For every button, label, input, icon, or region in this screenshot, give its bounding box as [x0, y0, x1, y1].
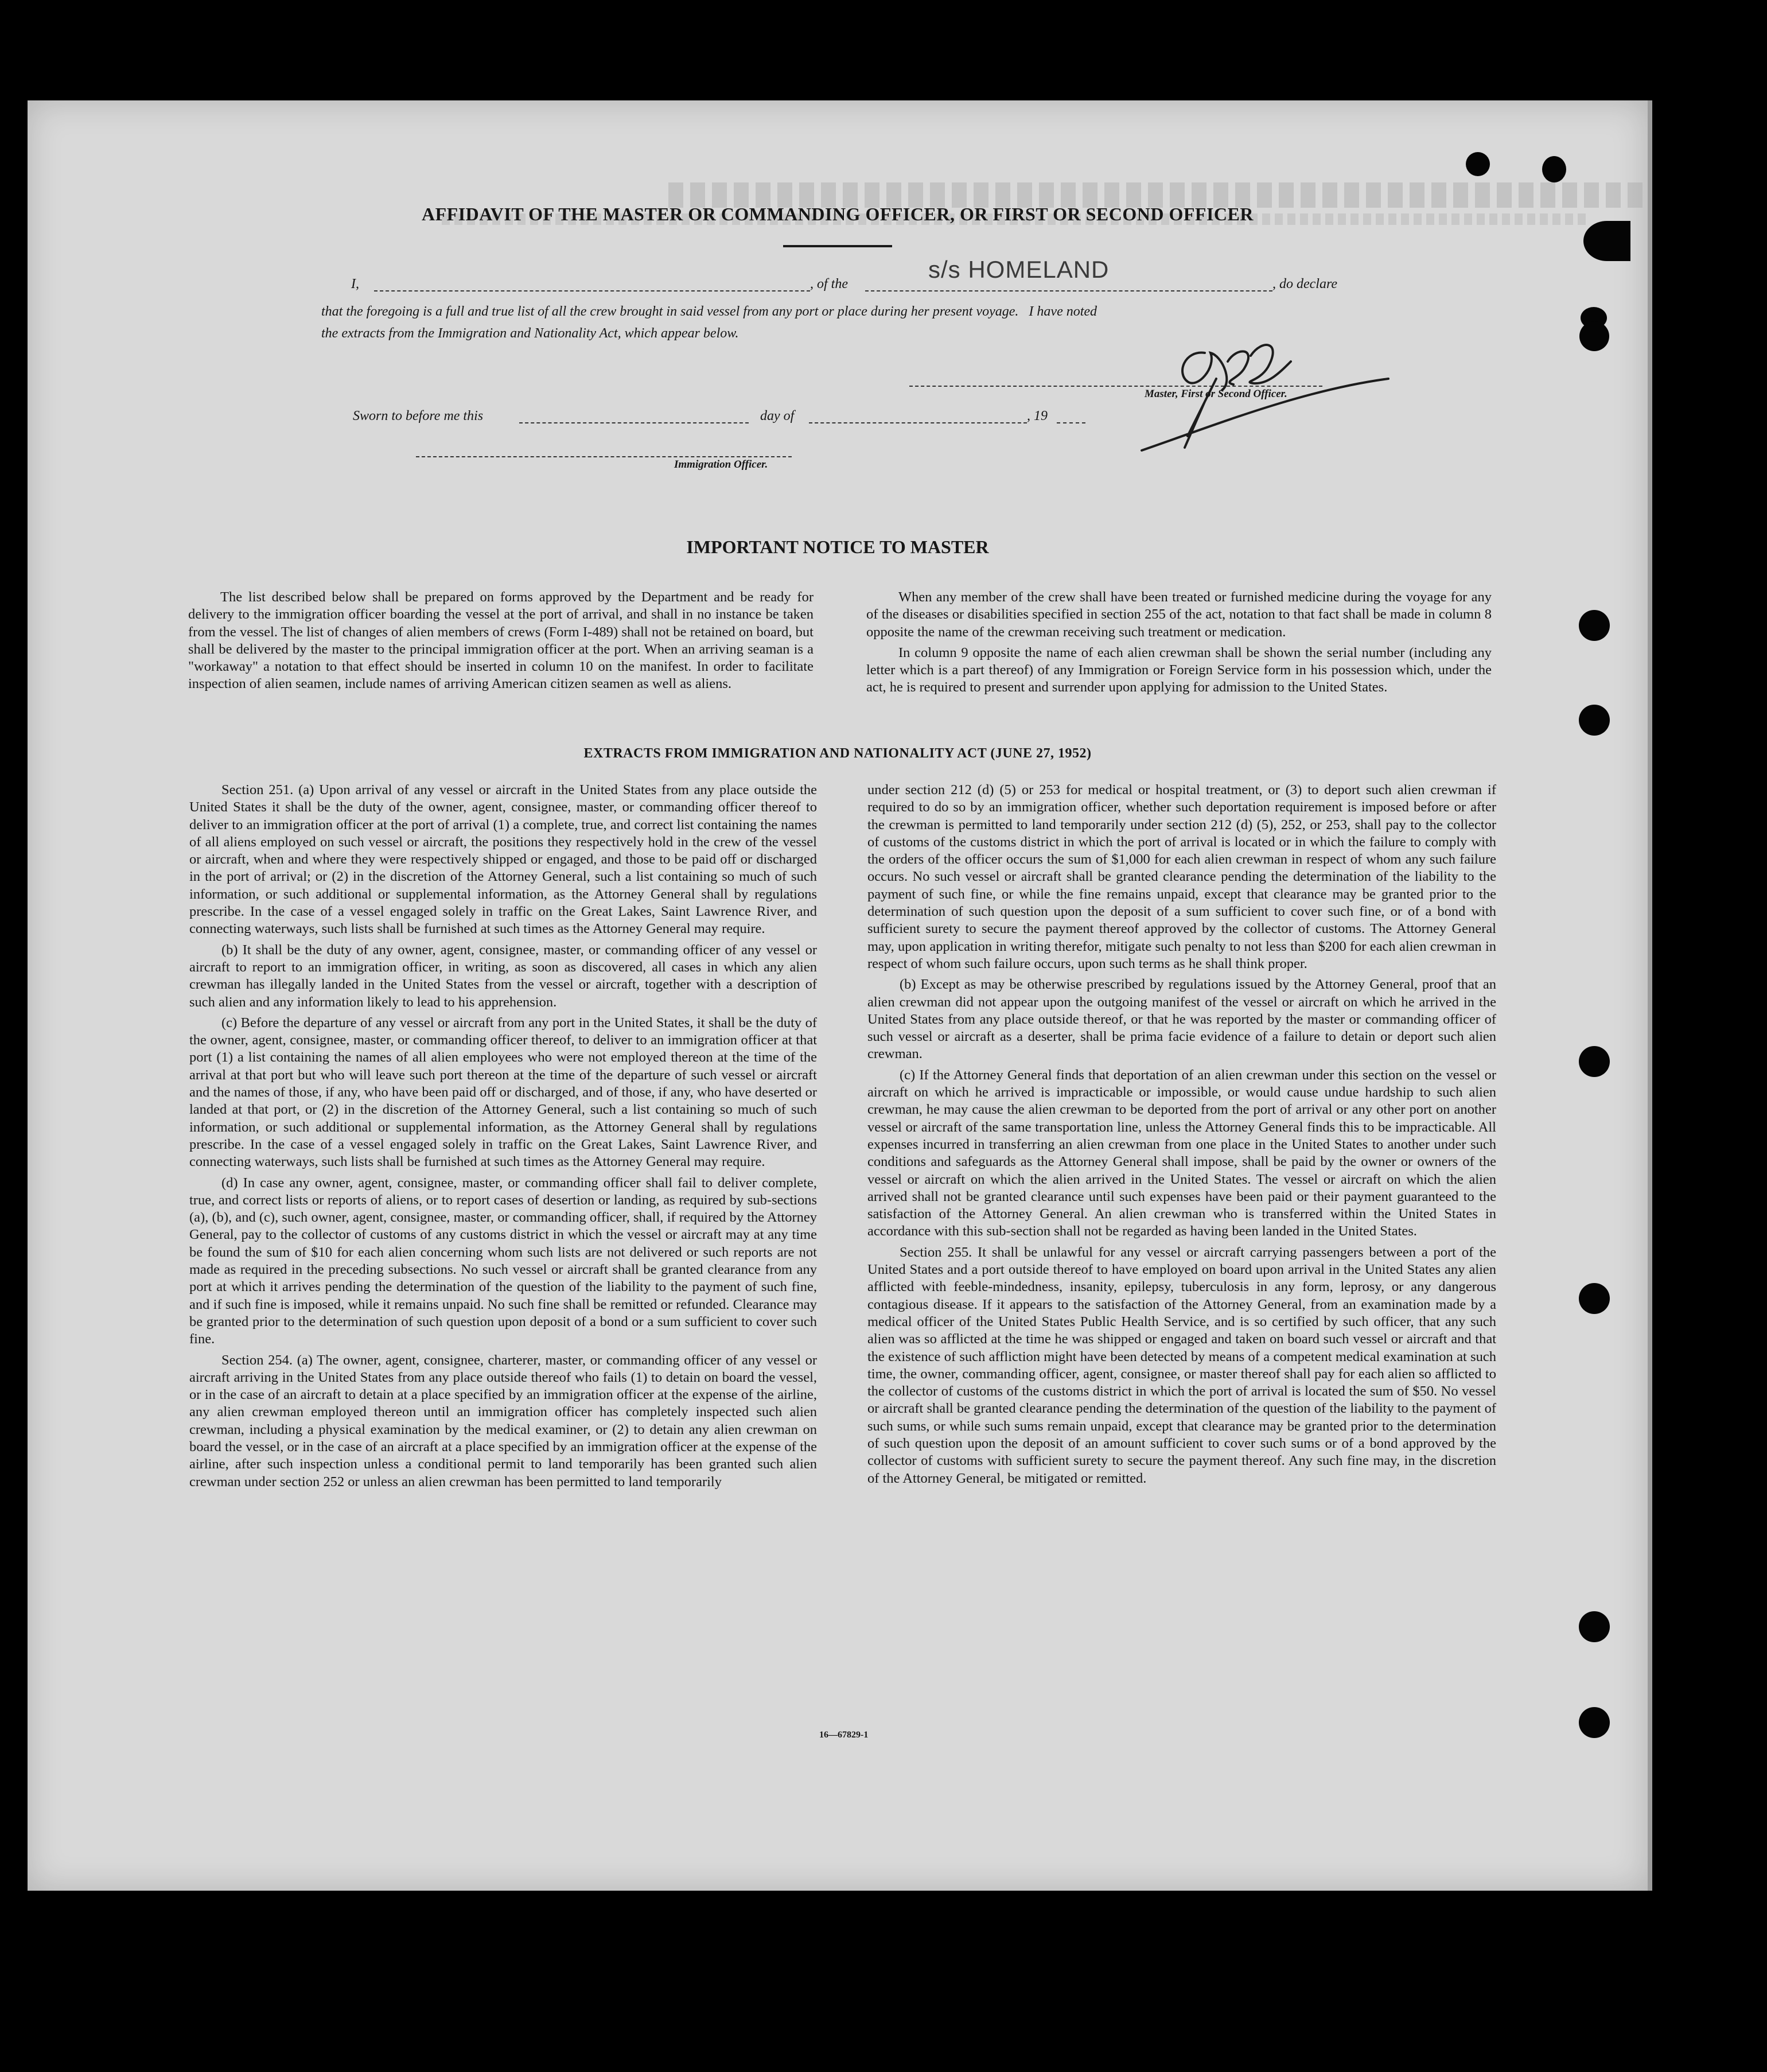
punch-hole: [1542, 156, 1566, 182]
sworn-date-field[interactable]: [519, 422, 749, 423]
punch-hole: [1579, 1046, 1610, 1077]
page-edge: [1648, 100, 1652, 1891]
notice-left-paragraph: The list described below shall be prepared on forms approved by the Department and be ready for delivery to the immigration officer boarding the vessel at the port of arrival, and shall in no instance be taken from the vessel. The list of changes of alien members of crews (Form I-489) shall not be retained on board, but shall be delivered by the master to the principal immigration officer at the port. When an arriving seaman is a "workaway" a notation to that effect should be inserted in column 10 on the manifest. In order to facilitate inspection of alien seamen, include names of arriving American citizen seamen as well as aliens.: [188, 589, 814, 692]
immigration-officer-line[interactable]: [416, 456, 792, 457]
punch-hole: [1579, 705, 1610, 736]
punch-hole: [1579, 1707, 1610, 1738]
punch-hole: [1466, 152, 1490, 176]
punch-hole: [1579, 1611, 1610, 1642]
notice-right-paragraph-1: When any member of the crew shall have been treated or furnished medicine during the voyage for any of the diseases or disabilities specified in section 255 of the act, notation to that fact shall be made in column 8 opposite the name of the crewman receiving such treatment or medication.: [866, 589, 1492, 640]
section-254-c: (c) If the Attorney General finds that deportation of an alien crewman under this section on the vessel or aircraft on which he arrived is impracticable or impossible, or would cause undue hardship to such alien crewman, he may cause the alien crewman to be deported from the port of arrival or any other port on another vessel or aircraft of the same transportation line, unless the Attorney General finds this to be impracticable. All expenses incurred in transferring an alien crewman from one place in the United States to another under such conditions and safeguards as the Attorney General shall impose, shall be paid by the owner or owners of the vessel or aircraft on which the alien arrived in the United States. The vessel or aircraft on which the alien arrived shall not be granted clearance until such expenses have been paid or their payment guaranteed to the satisfaction of the Attorney General. An alien crewman who is transferred within the United States in accordance with this sub-section shall not be regarded as having been landed in the United States.: [867, 1067, 1496, 1239]
year-prefix: , 19: [1027, 409, 1048, 423]
notice-right-column: [866, 589, 1492, 700]
affidavit-heading: AFFIDAVIT OF THE MASTER OR COMMANDING OFFICER, OR FIRST OR SECOND OFFICER: [422, 204, 1254, 224]
do-declare-label: , do declare: [1272, 277, 1338, 291]
extracts-left-column: [189, 782, 817, 1494]
notice-heading: IMPORTANT NOTICE TO MASTER: [686, 537, 989, 557]
section-255: Section 255. It shall be unlawful for any vessel or aircraft carrying passengers between a port of the United States and a port outside thereof to have employed on board upon arrival in the United States any alien afflicted with feeble-mindedness, insanity, epilepsy, tuberculosis in any form, leprosy, or any dangerous contagious disease. If it appears to the satisfaction of the Attorney General, from an examination made by a medical officer of the United States Public Health Service, and is so certified by such officer, that any such alien was so afflicted at the time he was shipped or engaged and taken on board such vessel or aircraft and that the existence of such affliction might have been detected by means of a competent medical examination at such time, the owner, commanding officer, agent, consignee, or master thereof shall pay for each alien so afflicted to the collector of customs of the customs district in which the port of arrival is located the sum of $50. No vessel or aircraft shall be granted clearance pending the determination of the question of the liability to the payment of such sums, or while such sums remain unpaid, except that clearance may be granted prior to the determination of such question upon the deposit of an amount sufficient to cover such sums or of a bond approved by the collector of customs with sufficient surety to secure the payment thereof. Any such fine may, in the discretion of the Attorney General, be mitigated or remitted.: [867, 1244, 1496, 1486]
notice-left-column: [188, 589, 814, 697]
of-the-label: , of the: [810, 277, 848, 291]
affidavit-statement-2: the extracts from the Immigration and Nationality Act, which appear below.: [321, 326, 739, 341]
punch-hole: [1583, 221, 1630, 261]
affidavit-statement-1: that the foregoing is a full and true list of all the crew brought in said vessel from any port or place during her present voyage. I have noted: [321, 304, 1097, 319]
extracts-right-column: [867, 782, 1496, 1491]
section-251-d: (d) In case any owner, agent, consignee, master, or commanding officer shall fail to deliver complete, true, and correct lists or reports of aliens, or to report cases of desertion or landing, as required by sub-sections (a), (b), and (c), such owner, agent, consignee, master, or commanding officer, shall, if required by the Attorney General, pay to the collector of customs of any customs district in which the vessel or aircraft may at any time be found the sum of $10 for each alien concerning whom such lists are not delivered or such reports are not made as required in the preceding subsections. No such vessel or aircraft shall be granted clearance from any port at which it arrives pending the determination of the question of the liability to the payment of such fine, and if such fine is imposed, while it remains unpaid. No such fine shall be remitted or refunded. Clearance may be granted prior to the determination of such question upon deposit of a bond or a sum sufficient to cover such fine.: [189, 1175, 817, 1347]
master-name-field[interactable]: [374, 290, 810, 291]
section-251-b: (b) It shall be the duty of any owner, agent, consignee, master, or commanding officer of any vessel or aircraft to report to an immigration officer, in writing, as soon as discovered, all cases in which any alien crewman has illegally landed in the United States from the vessel or aircraft, together with a description of such alien and any information likely to lead to his apprehension.: [189, 942, 817, 1010]
extracts-heading: EXTRACTS FROM IMMIGRATION AND NATIONALITY ACT (JUNE 27, 1952): [583, 746, 1092, 761]
notice-right-paragraph-2: In column 9 opposite the name of each alien crewman shall be shown the serial number (including any letter which is a part thereof) of any Immigration or Foreign Service form in his possession which, under the act, he is required to present and surrender upon applying for admission to the United States.: [866, 644, 1492, 695]
section-254-a: Section 254. (a) The owner, agent, consignee, charterer, master, or commanding officer of any vessel or aircraft arriving in the United States from any place outside thereof who fails (1) to detain on board the vessel, or in the case of an aircraft to detain at a place specified by an immigration officer at the expense of the airline, any alien crewman employed thereon until an immigration officer has completely inspected such alien crewman, including a physical examination by the medical examiner, or (2) to detain any alien crewman on board the vessel, or in the case of an aircraft at a place specified by an immigration officer at the expense of the airline, after such inspection unless a conditional permit to land temporarily has been granted such alien crewman under section 252 or unless an alien crewman has been permitted to land temporarily: [189, 1352, 817, 1490]
punch-hole: [1579, 1283, 1610, 1314]
heading-rule: [783, 245, 892, 247]
section-254-a-continued: under section 212 (d) (5) or 253 for medical or hospital treatment, or (3) to deport such alien crewman if required to do so by an immigration officer, whether such deportation requirement is imposed before or after the crewman is permitted to land temporarily under section 212 (d) (5), 252, or 253, shall pay to the collector of customs of the customs district in which the port of arrival is located or in which the failure to comply with the orders of the officer occurs the sum of $1,000 for each alien crewman in respect of whom any such failure occurs. No such vessel or aircraft shall be granted clearance pending the determination of the liability to the payment of such fine, or while the fine remains unpaid, except that clearance may be granted prior to the determination of such question upon the deposit of a sum sufficient to cover such fine, or of a bond with sufficient surety to secure the payment thereof approved by the collector of customs. The Attorney General may, upon application in writing therefor, mitigate such penalty to not less than $200 for each alien crewman in respect of whom such failure occurs, upon such terms as he shall think proper.: [867, 782, 1496, 971]
immigration-officer-label: Immigration Officer.: [674, 458, 768, 471]
year-field[interactable]: [1057, 422, 1085, 423]
vessel-stamp: s/s HOMELAND: [928, 256, 1110, 283]
punch-hole: [1579, 610, 1610, 641]
form-number: 16—67829-1: [819, 1730, 869, 1740]
master-officer-label: Master, First or Second Officer.: [1145, 388, 1287, 400]
punch-hole: [1579, 321, 1609, 351]
section-254-b: (b) Except as may be otherwise prescribed by regulations issued by the Attorney General, proof that an alien crewman did not appear upon the outgoing manifest of the vessel or aircraft on which he arrived in the United States from any place outside thereof, or that he was reported by the master or commanding officer of such vessel or aircraft as a deserter, shall be prima facie evidence of a failure to detain or deport such alien crewman.: [867, 977, 1496, 1062]
day-of-label: day of: [760, 409, 795, 423]
sworn-label: Sworn to before me this: [353, 409, 484, 423]
vessel-name-field[interactable]: [865, 290, 1272, 291]
section-251-a: Section 251. (a) Upon arrival of any vessel or aircraft in the United States from any place outside the United States it shall be the duty of the owner, agent, consignee, master, or commanding officer thereof to deliver to an immigration officer at the port of arrival (1) a complete, true, and correct list containing the names of all aliens employed on such vessel or aircraft, the positions they respectively hold in the crew of the vessel or aircraft, when and where they were respectively shipped or engaged, and those to be paid off or discharged in the port of arrival; or (2) in the discretion of the Attorney General, such a list containing so much of such information, or such additional or supplemental information, as the Attorney General shall by regulations prescribe. In the case of a vessel engaged solely in traffic on the Great Lakes, Saint Lawrence River, and connecting waterways, such lists shall be furnished at such times as the Attorney General may require.: [189, 782, 817, 937]
section-251-c: (c) Before the departure of any vessel or aircraft from any port in the United States, it shall be the duty of the owner, agent, consignee, master, or commanding officer thereof, to deliver to an immigration officer at that port (1) a list containing the names of all alien employees who were not employed thereon at the time of the arrival at that port but who will leave such port thereon at the time of the departure of such vessel or aircraft and the names of those, if any, who have been paid off or discharged, and of those, if any, who have deserted or landed at that port, or (2) in the discretion of the Attorney General, such a list containing so much of such information, or such additional or supplemental information, as the Attorney General shall by regulations prescribe. In the case of a vessel engaged solely in traffic on the Great Lakes, Saint Lawrence River, and connecting waterways, such lists shall be furnished at such times as the Attorney General may require.: [189, 1014, 817, 1170]
affidavit-i-label: I,: [351, 277, 359, 291]
month-field[interactable]: [809, 422, 1027, 423]
